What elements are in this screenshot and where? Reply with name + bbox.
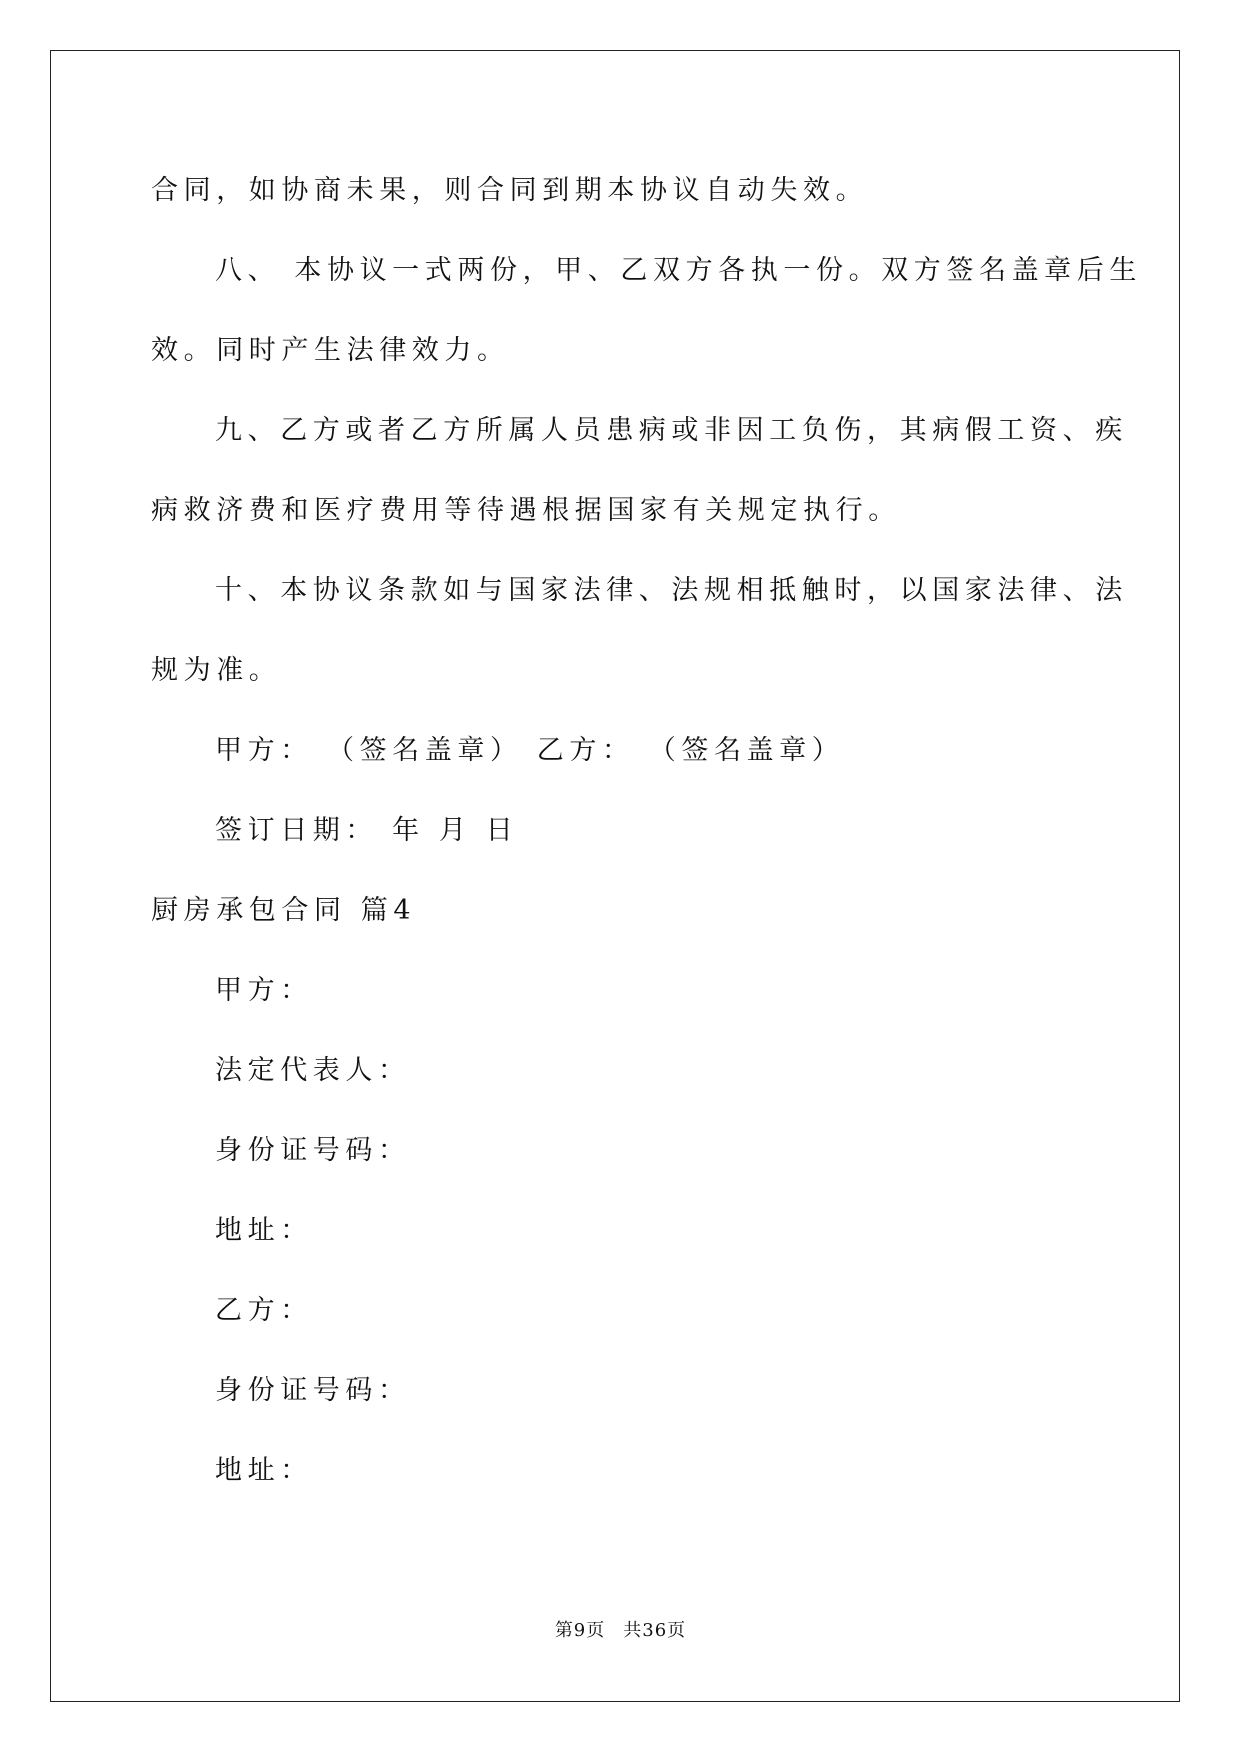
address-label-b: 地址： [215,1455,313,1486]
clause-10-line-1: 十、本协议条款如与国家法律、法规相抵触时，以国家法律、法 [215,575,1128,606]
clause-10-line-2: 规为准。 [151,655,282,686]
clause-9-line-1: 九、乙方或者乙方所属人员患病或非因工负伤，其病假工资、疾 [215,415,1128,446]
clause-8-line-2: 效。同时产生法律效力。 [151,335,510,366]
party-a-label: 甲方： [215,975,313,1006]
party-b-label: 乙方： [215,1295,313,1326]
legal-representative-label: 法定代表人： [215,1055,411,1086]
section-heading: 厨房承包合同 篇4 [151,895,417,926]
page-number: 第9页 [554,1620,606,1641]
clause-9-line-2: 病救济费和医疗费用等待遇根据国家有关规定执行。 [151,495,901,526]
signature-line: 甲方： （签名盖章） 乙方： （签名盖章） [215,735,845,766]
id-number-label-b: 身份证号码： [215,1375,411,1406]
text-line-1: 合同，如协商未果，则合同到期本协议自动失效。 [151,175,869,206]
id-number-label-a: 身份证号码： [215,1135,411,1166]
page-footer [0,1620,1241,1642]
address-label-a: 地址： [215,1215,313,1246]
sign-date-line: 签订日期： 年 月 日 [215,815,519,846]
page-total: 共36页 [623,1620,687,1641]
clause-8-line-1: 八、 本协议一式两份，甲、乙双方各执一份。双方签名盖章后生 [215,255,1142,286]
